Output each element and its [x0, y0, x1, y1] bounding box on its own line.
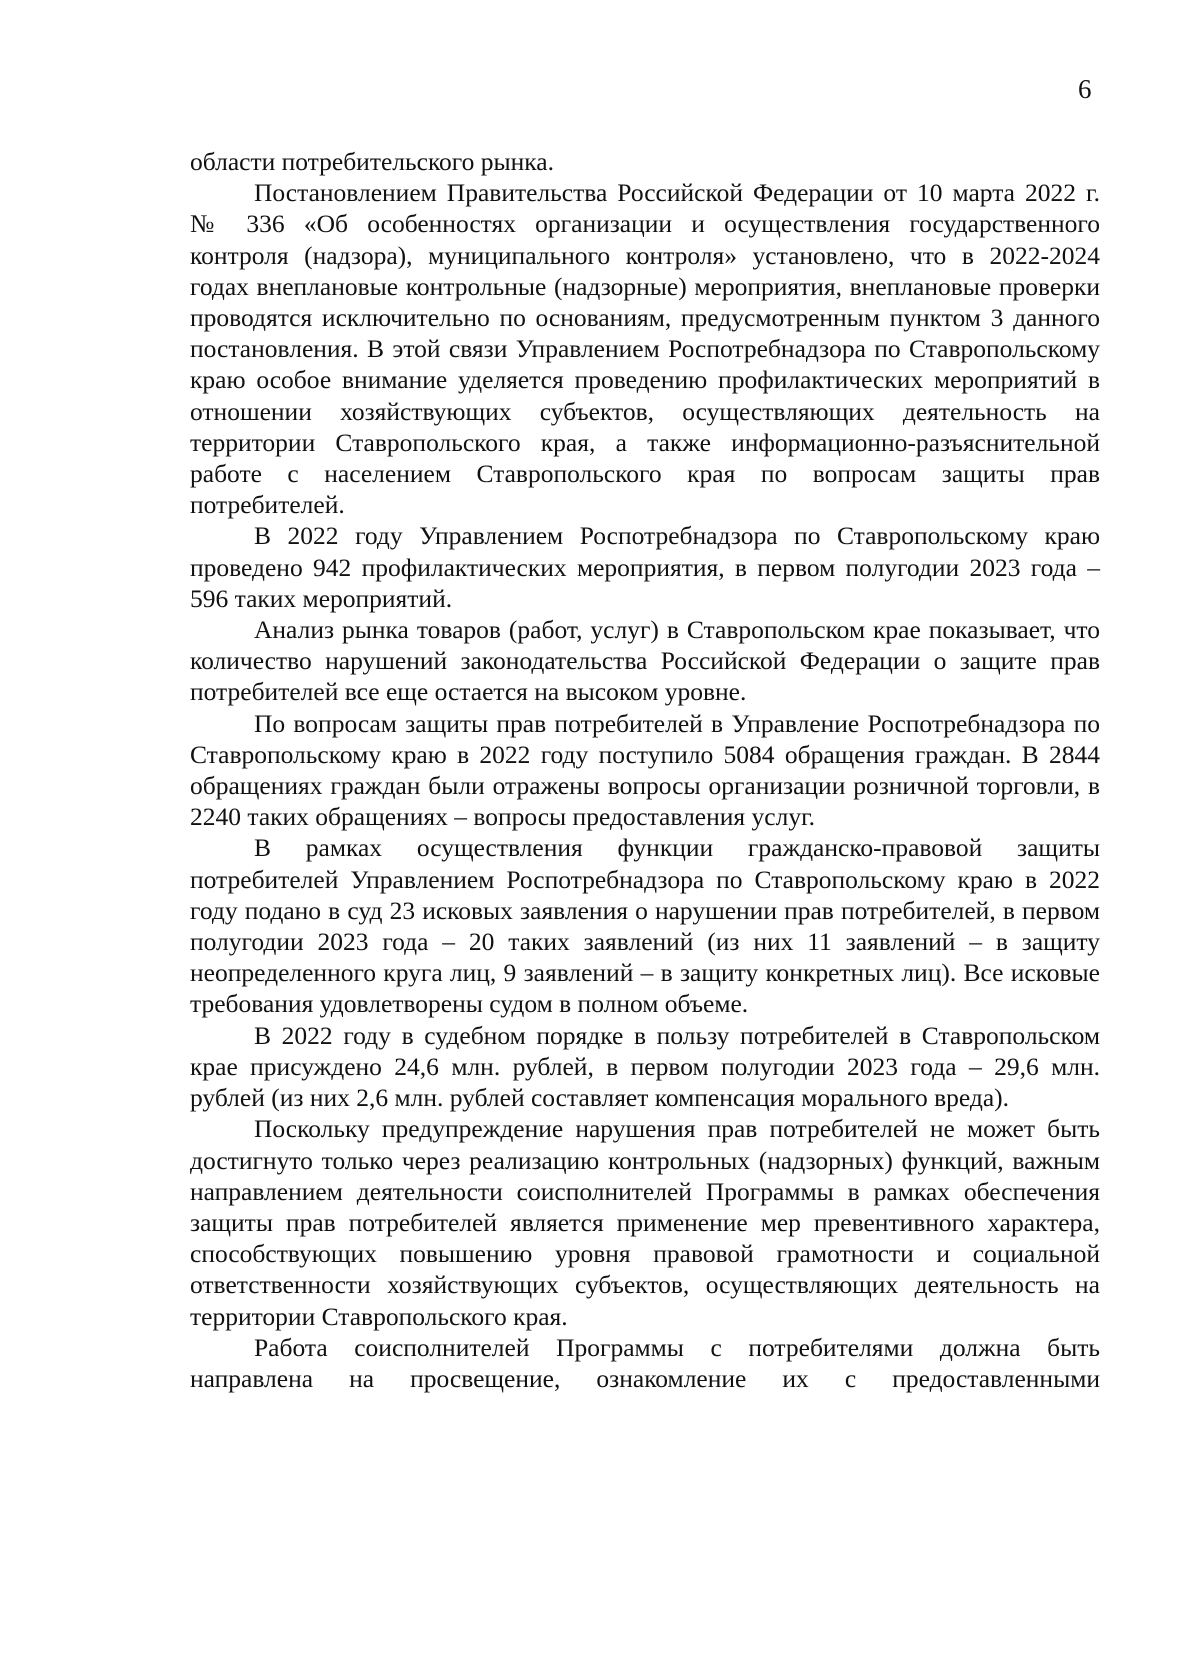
paragraph: В 2022 году в судебном порядке в пользу потребителей в Ставропольском крае присуждено 24,6 млн. рублей, в первом полугодии 2023 года – 29,6 млн. рублей (из них 2,6 млн. рублей составляет компенсация морального вреда).	[190, 1020, 1100, 1113]
paragraph: области потребительского рынка.	[190, 147, 554, 176]
paragraph: По вопросам защиты прав потребителей в Управление Роспотребнадзора по Ставропольскому краю в 2022 году поступило 5084 обращения граждан. В 2844 обращениях граждан были отражены вопросы организации розничной торговли, в 2240 таких обращениях – вопросы предоставления услуг.	[190, 708, 1100, 832]
paragraph: Анализ рынка товаров (работ, услуг) в Ставропольском крае показывает, что количество нарушений законодательства Российской Федерации о защите прав потребителей все еще остается на высоком уровне.	[190, 615, 1100, 707]
page-number: 6	[1078, 74, 1092, 104]
paragraph: В рамках осуществления функции гражданско-правовой защиты потребителей Управлением Роспотребнадзора по Ставропольскому краю в 2022 году подано в суд 23 исковых заявления о нарушении прав потребителей, в первом полугодии 2023 года – 20 таких заявлений (из них 11 заявлений – в защиту неопределенного круга лиц, 9 заявлений – в защиту конкретных лиц). Все исковые требования удовлетворены судом в полном объеме.	[190, 833, 1100, 1019]
paragraph: В 2022 году Управлением Роспотребнадзора по Ставропольскому краю проведено 942 профилактических мероприятия, в первом полугодии 2023 года – 596 таких мероприятий.	[190, 521, 1100, 613]
paragraph: Работа соисполнителей Программы с потребителями должна быть направлена на просвещение, ознакомление их с предоставленными	[190, 1332, 1100, 1393]
paragraph: Поскольку предупреждение нарушения прав потребителей не может быть достигнуто только через реализацию контрольных (надзорных) функций, важным направлением деятельности соисполнителей Программы в рамках обеспечения защиты прав потребителей является применение мер превентивного характера, способствующих повышению уровня правовой грамотности и социальной ответственности хозяйствующих субъектов, осуществляющих деятельность на территории Ставропольского края.	[190, 1114, 1100, 1331]
paragraph: Постановлением Правительства Российской Федерации от 10 марта 2022 г. № 336 «Об особенностях организации и осуществления государственного контроля (надзора), муниципального контроля» установлено, что в 2022-2024 годах внеплановые контрольные (надзорные) мероприятия, внеплановые проверки проводятся исключительно по основаниям, предусмотренным пунктом 3 данного постановления. В этой связи Управлением Роспотребнадзора по Ставропольскому краю особое внимание уделяется проведению профилактических мероприятий в отношении хозяйствующих субъектов, осуществляющих деятельность на территории Ставропольского края, а также информационно-разъяснительной работе с населением Ставропольского края по вопросам защиты прав потребителей.	[190, 178, 1100, 520]
document-body	[190, 146, 1100, 1394]
